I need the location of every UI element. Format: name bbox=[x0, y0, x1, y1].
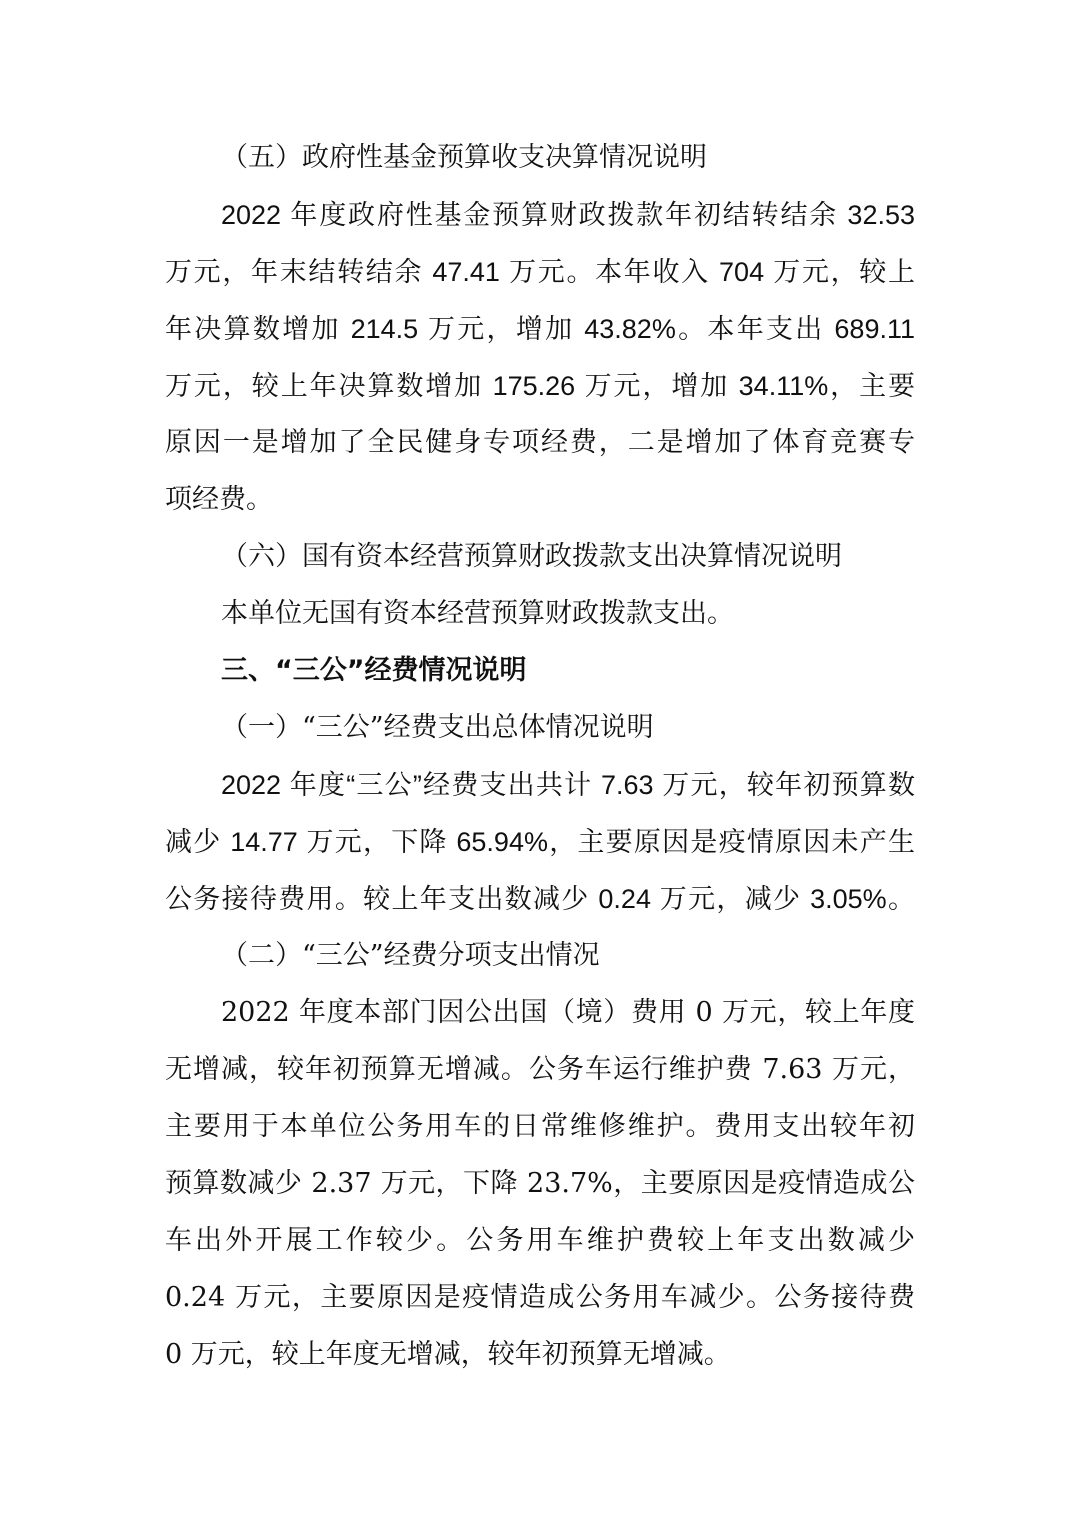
paragraph-line: 主要用于本单位公务用车的日常维修维护。费用支出较年初 bbox=[165, 1111, 915, 1142]
section-heading-government-fund: （五）政府性基金预算收支决算情况说明 bbox=[221, 142, 707, 173]
paragraph-line: 车出外开展工作较少。公务用车维护费较上年支出数减少 bbox=[165, 1225, 915, 1256]
paragraph-line: 2022 年度本部门因公出国（境）费用 0 万元，较上年度 bbox=[221, 997, 915, 1028]
paragraph-line: 万元，较上年决算数增加 175.26 万元，增加 34.11%，主要 bbox=[165, 371, 915, 401]
paragraph-line: 万元，年末结转结余 47.41 万元。本年收入 704 万元，较上 bbox=[165, 257, 915, 287]
paragraph-line: 2022 年度“三公”经费支出共计 7.63 万元，较年初预算数 bbox=[221, 770, 915, 800]
paragraph-line: 原因一是增加了全民健身专项经费，二是增加了体育竞赛专 bbox=[165, 427, 915, 458]
part-heading-three-public-expenses: 三、“三公”经费情况说明 bbox=[221, 655, 527, 686]
paragraph-line: 减少 14.77 万元，下降 65.94%，主要原因是疫情原因未产生 bbox=[165, 827, 915, 857]
paragraph-line: 无增减，较年初预算无增减。公务车运行维护费 7.63 万元， bbox=[165, 1054, 915, 1085]
paragraph-line: 年决算数增加 214.5 万元，增加 43.82%。本年支出 689.11 bbox=[165, 314, 915, 344]
section-heading-overall-expenses: （一）“三公”经费支出总体情况说明 bbox=[221, 712, 654, 743]
paragraph-line: 0.24 万元，主要原因是疫情造成公务用车减少。公务接待费 bbox=[165, 1282, 915, 1313]
paragraph-line: 0 万元，较上年度无增减，较年初预算无增减。 bbox=[165, 1339, 731, 1370]
section-heading-itemized-expenses: （二）“三公”经费分项支出情况 bbox=[221, 940, 600, 971]
paragraph-line: 项经费。 bbox=[165, 484, 273, 515]
paragraph-line: 公务接待费用。较上年支出数减少 0.24 万元，减少 3.05%。 bbox=[165, 884, 915, 914]
paragraph-line: 本单位无国有资本经营预算财政拨款支出。 bbox=[221, 598, 734, 629]
paragraph-line: 预算数减少 2.37 万元，下降 23.7%，主要原因是疫情造成公 bbox=[165, 1168, 915, 1199]
section-heading-state-capital: （六）国有资本经营预算财政拨款支出决算情况说明 bbox=[221, 541, 842, 572]
paragraph-line: 2022 年度政府性基金预算财政拨款年初结转结余 32.53 bbox=[221, 200, 915, 230]
